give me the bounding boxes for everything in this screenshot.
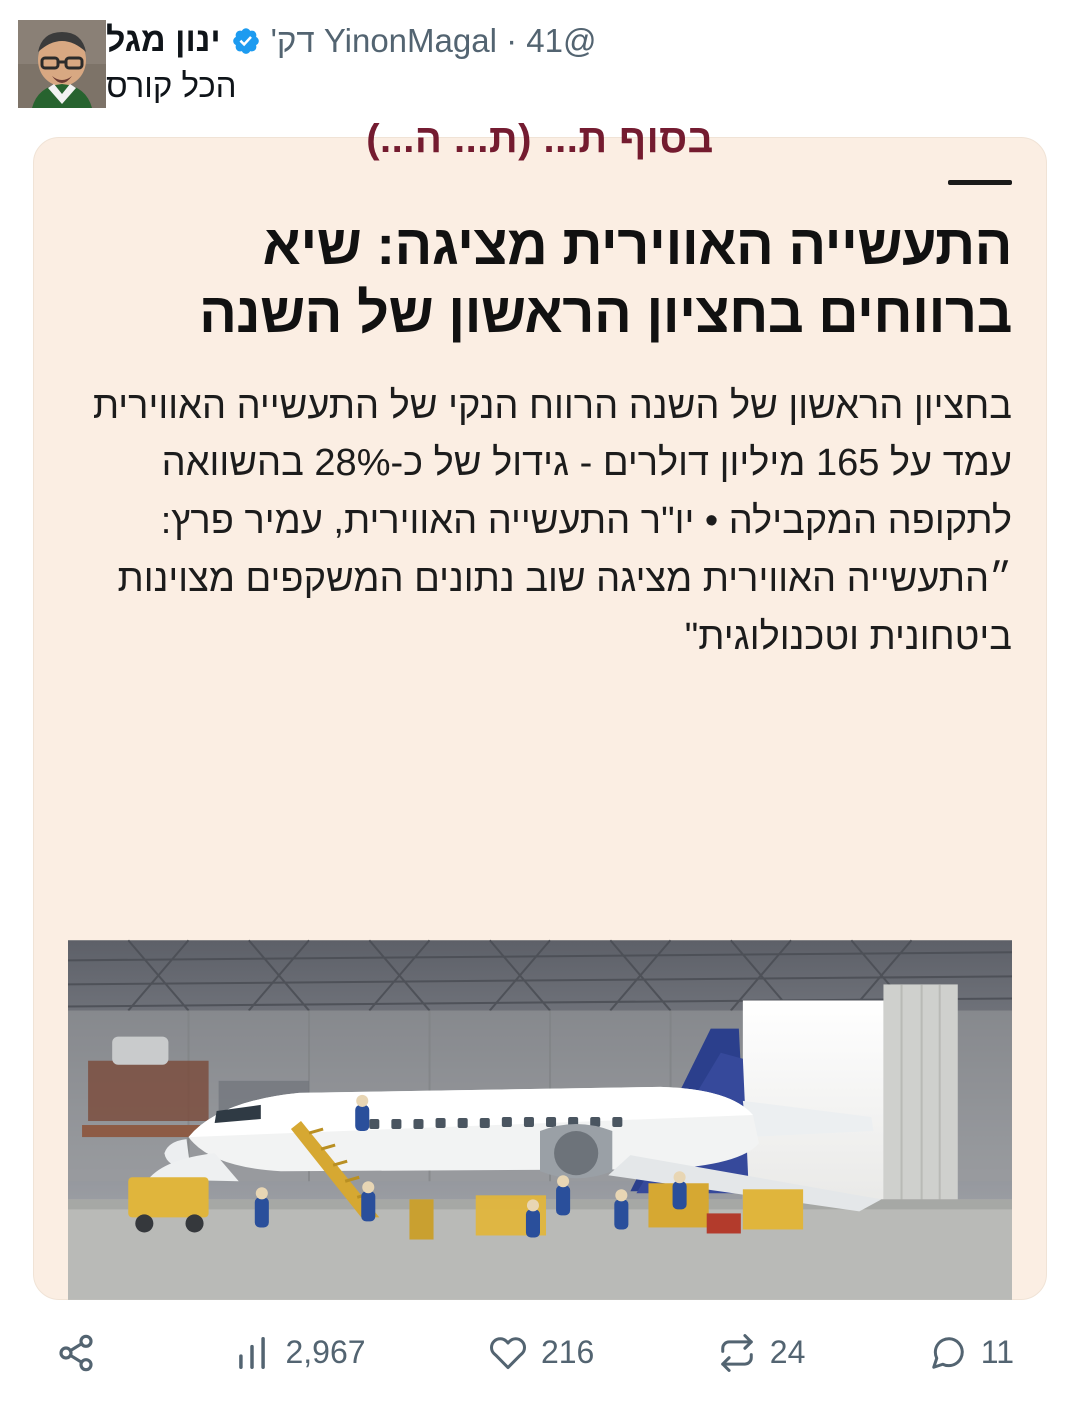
views-count: 2,967	[285, 1334, 366, 1370]
avatar[interactable]	[18, 20, 106, 108]
card-clipped-top-text: בסוף ת... (ת... ה...)	[366, 117, 714, 161]
retweet-icon	[718, 1334, 756, 1372]
retweet-count: 24	[769, 1334, 806, 1370]
views-action[interactable]	[233, 1334, 365, 1372]
like-count: 216	[540, 1334, 595, 1370]
tweet-header	[0, 0, 1080, 118]
reply-action[interactable]	[929, 1334, 1014, 1372]
card-body-text: בחציון הראשון של השנה הרווח הנקי של התעשייה האווירית עמד על 165 מיליון דולרים - גידול של כ-28% בהשוואה לתקופה המקבילה • יו"ר התעשייה האווירית, עמיר פרץ: ״התעשייה האווירית מציגה שוב נתונים המשקפים מצוינות ביטחונית וטכנולוגית"	[92, 384, 1012, 658]
like-icon	[489, 1334, 527, 1372]
author-handle-and-timestamp: @YinonMagal · 41 דק'	[270, 21, 597, 59]
share-icon	[56, 1333, 96, 1373]
author-display-name[interactable]: ינון מגל	[106, 21, 221, 59]
reply-icon	[929, 1334, 967, 1372]
tweet-text: הכל קורס	[106, 67, 237, 105]
retweet-action[interactable]	[718, 1334, 806, 1372]
verified-badge-icon	[231, 26, 261, 56]
card-content	[34, 138, 1046, 666]
card-headline: התעשייה האווירית מציגה: שיא ברווחים בחציון הראשון של השנה	[199, 213, 1012, 345]
views-icon	[233, 1334, 271, 1372]
tweet-author-block	[106, 18, 1062, 105]
author-name-row	[106, 22, 596, 59]
reply-count: 11	[980, 1334, 1014, 1370]
card-divider	[948, 180, 1012, 185]
link-preview-card[interactable]	[33, 117, 1047, 1300]
card-image[interactable]	[68, 941, 1012, 1299]
share-action[interactable]	[56, 1333, 110, 1373]
tweet-action-bar	[0, 1300, 1080, 1405]
like-action[interactable]	[489, 1334, 594, 1372]
